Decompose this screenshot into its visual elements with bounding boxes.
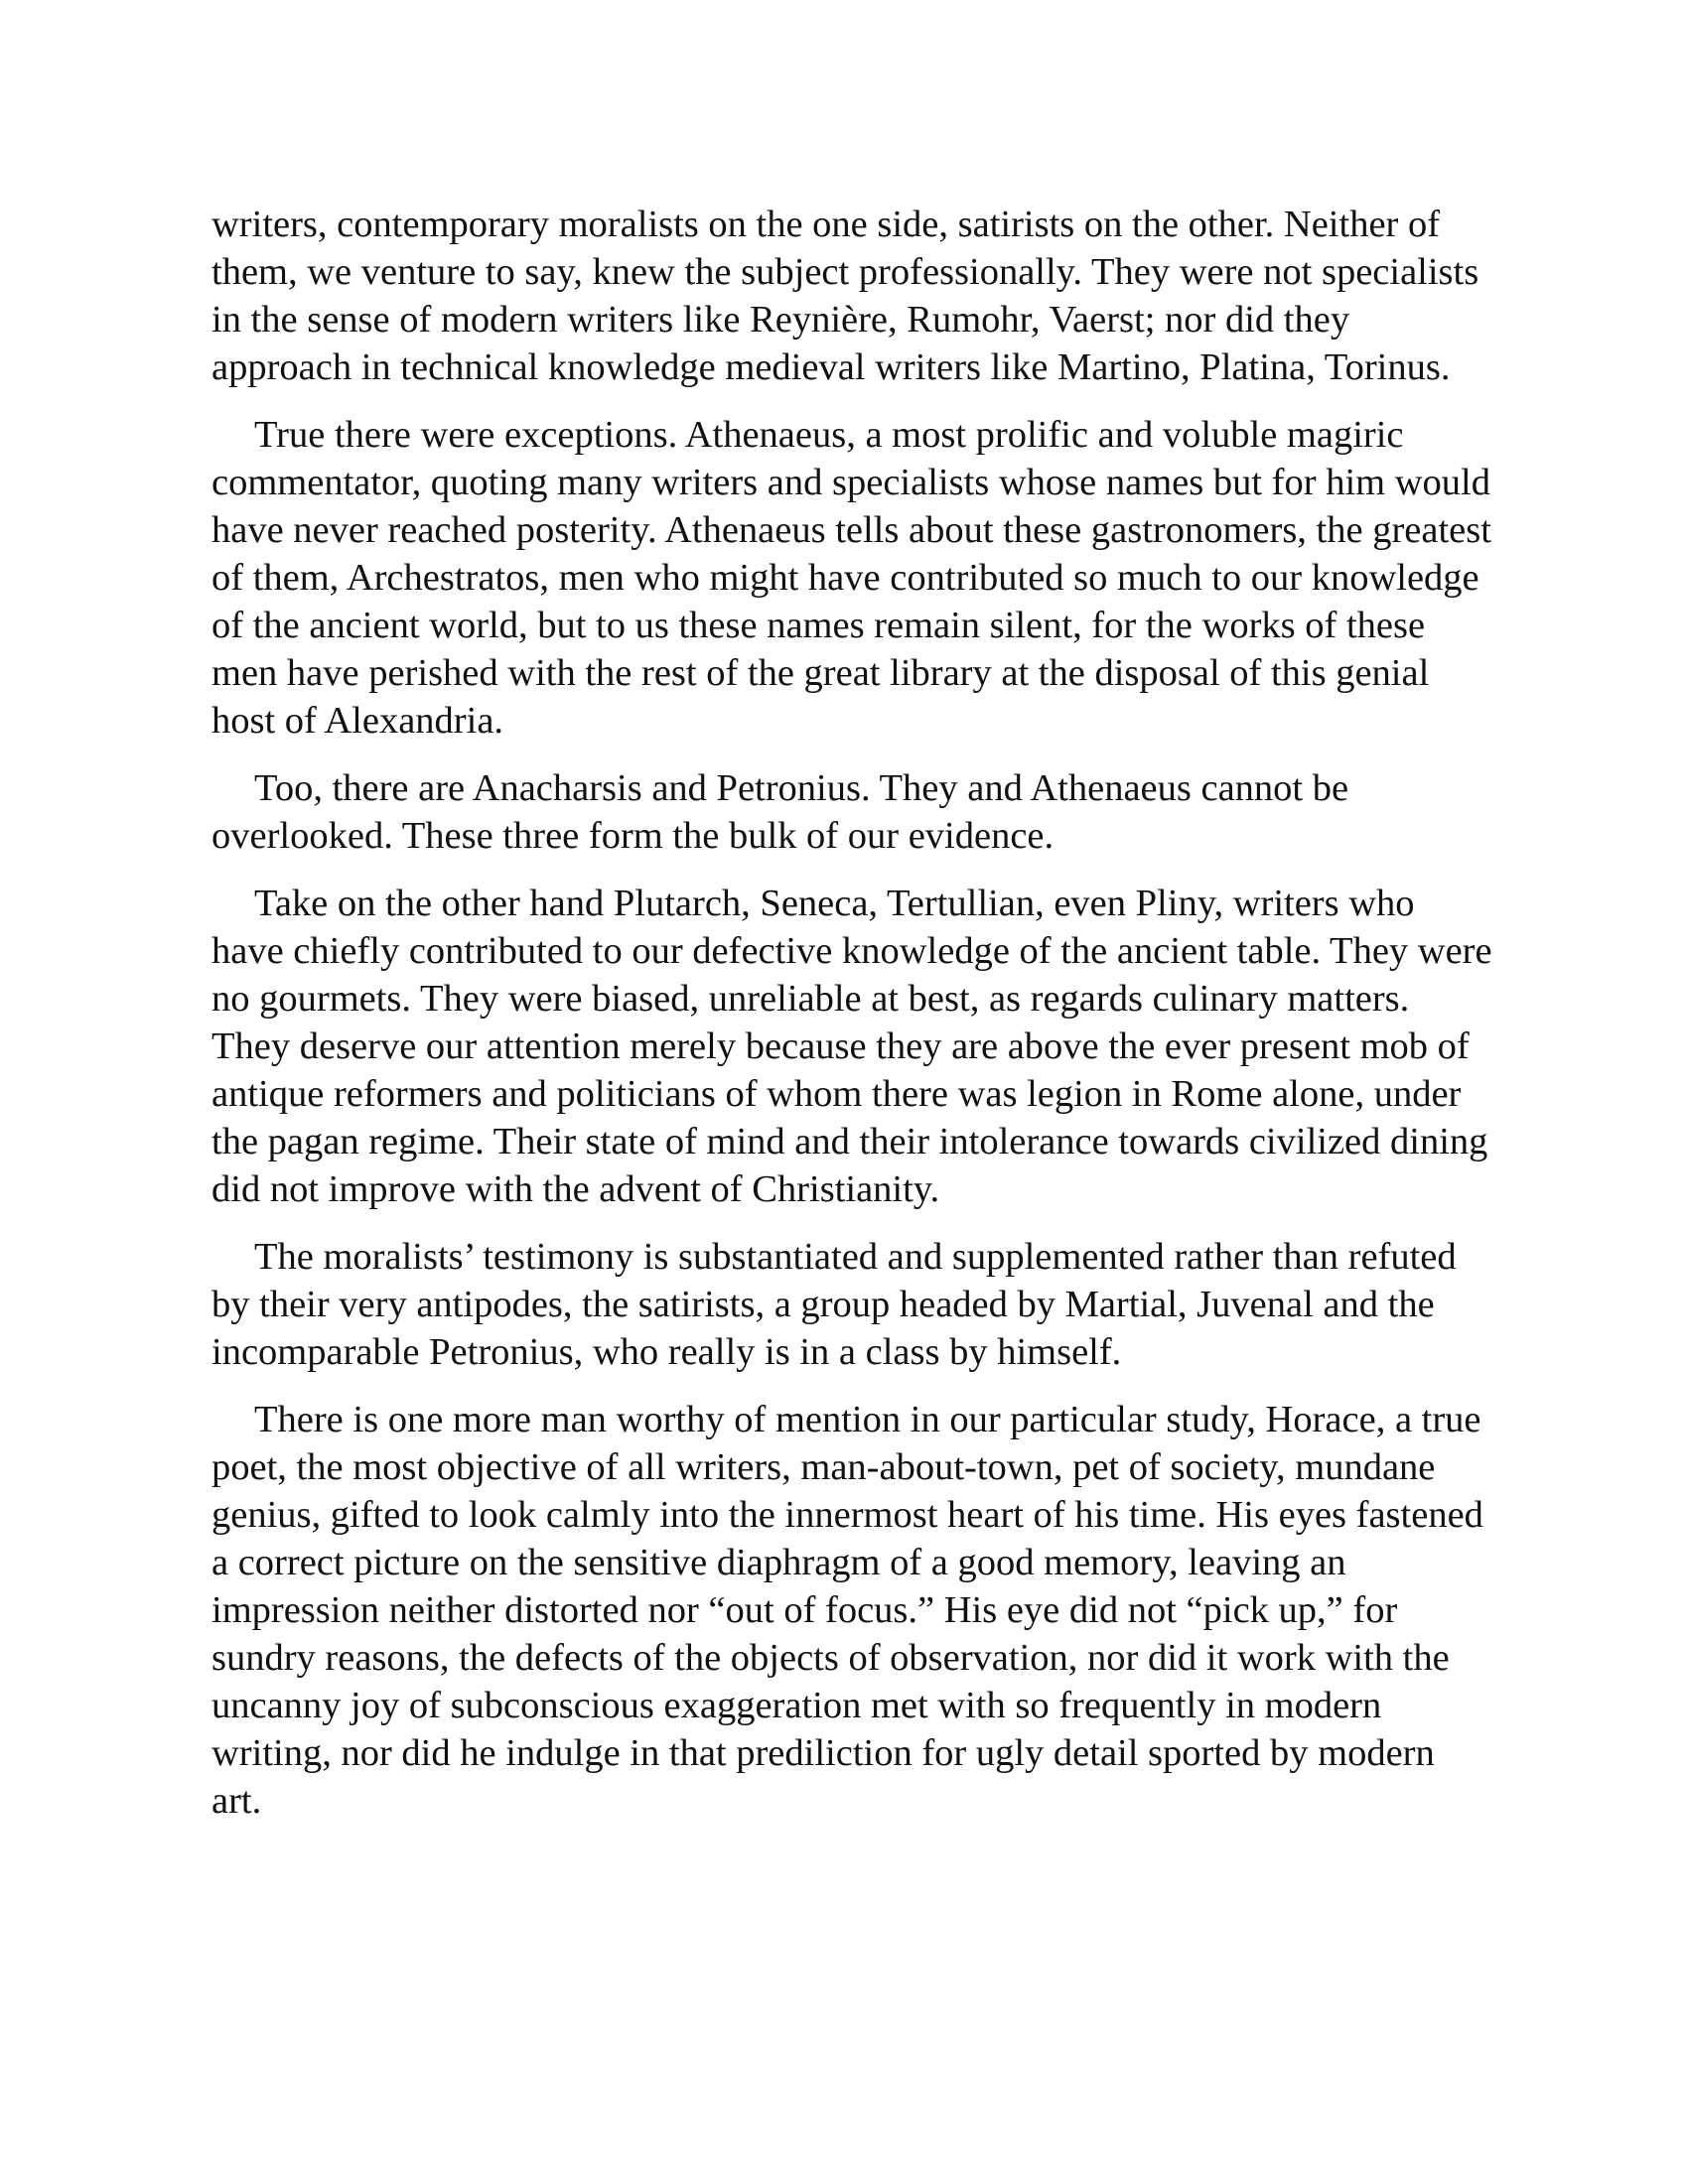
paragraph-5: The moralists’ testimony is substantiated and supplemented rather than refuted by their very antipodes, the satirists, a group headed by Martial, Juvenal and the incomparable Petronius, who really is in a class by himself.	[211, 1236, 1457, 1373]
paragraph-6: There is one more man worthy of mention in our particular study, Horace, a true poet, the most objective of all writers, man-about-town, pet of society, mundane genius, gifted to look calmly into the innermost heart of his time. His eyes fastened a correct picture on the sensitive diaphragm of a good memory, leaving an impression neither distorted nor “out of focus.” His eye did not “pick up,” for sundry reasons, the defects of the objects of observation, nor did it work with the uncanny joy of subconscious exaggeration met with so frequently in modern writing, nor did he indulge in that prediliction for ugly detail sported by modern art.	[211, 1399, 1483, 1822]
paragraph-4: Take on the other hand Plutarch, Seneca, Tertullian, even Pliny, writers who have chiefly contributed to our defective knowledge of the ancient table. They were no gourmets. They were biased, unreliable at best, as regards culinary matters. They deserve our attention merely because they are above the ever present mob of antique reformers and politicians of whom there was legion in Rome alone, under the pagan regime. Their state of mind and their intolerance towards civilized dining did not improve with the advent of Christianity.	[211, 883, 1492, 1210]
paragraph-2: True there were exceptions. Athenaeus, a most prolific and voluble magiric commentator, quoting many writers and specialists whose names but for him would have never reached posterity. Athenaeus tells about these gastronomers, the greatest of them, Archestratos, men who might have contributed so much to our knowledge of the ancient world, but to us these names remain silent, for the works of these men have perished with the rest of the great library at the disposal of this genial host of Alexandria.	[211, 414, 1491, 742]
paragraph-1: writers, contemporary moralists on the one side, satirists on the other. Neither of them, we venture to say, knew the subject professionally. They were not specialists in the sense of modern writers like Reynière, Rumohr, Vaerst; nor did they approach in technical knowledge medieval writers like Martino, Platina, Torinus.	[211, 204, 1479, 388]
page-body	[211, 201, 1492, 1844]
paragraph-3: Too, there are Anacharsis and Petronius. They and Athenaeus cannot be overlooked. These three form the bulk of our evidence.	[211, 767, 1349, 857]
